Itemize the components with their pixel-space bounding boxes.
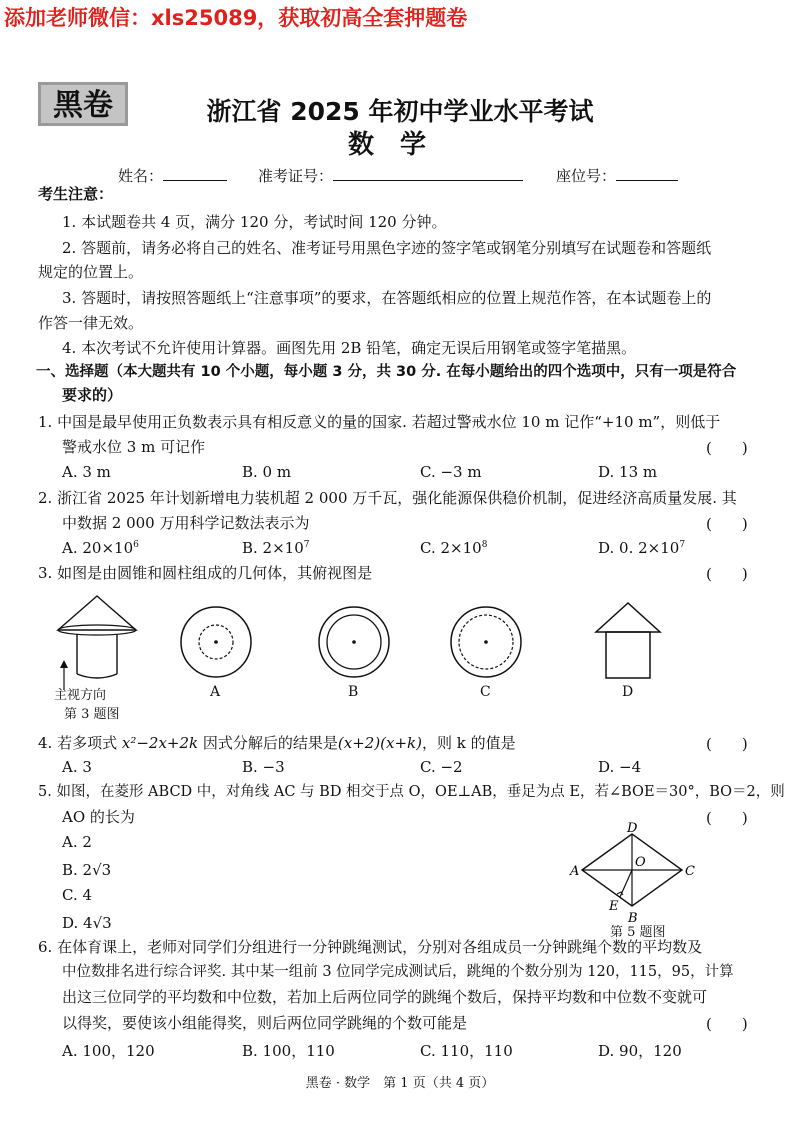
page-footer: 黑卷 · 数学 第 1 页（共 4 页） [305,1076,495,1091]
q2-stem-cont: 中数据 2 000 万用科学记数法表示为 [62,514,310,532]
q3-label-a: A [210,684,221,700]
q5-rhombus-figure [566,822,702,926]
notice-item: 作答一律无效。 [38,314,144,332]
q2-stem: 2. 浙江省 2025 年计划新增电力装机超 2 000 万千瓦，强化能源保供稳价机制，促进经济高质量发展. 其 [38,489,737,507]
q6-stem: 6. 在体育课上，老师对同学们分组进行一分钟跳绳测试，分别对各组成员一分钟跳绳个数的平均数及 [38,938,703,956]
q3-label-b: B [348,684,359,700]
q5-option-d: D. 4√3 [62,914,112,932]
q5-option-c: C. 4 [62,886,93,904]
q5-option-b: B. 2√3 [62,861,112,879]
view-arrow-head [60,660,68,668]
point-d-label: D [627,822,638,836]
q2-option-a-exp: 6 [133,540,139,550]
q4-prefix: 4. 若多项式 [38,734,122,752]
q5-stem: 5. 如图，在菱形 ABCD 中，对角线 AC 与 BD 相交于点 O，OE⊥AB，垂足为点 E，若∠BOE＝30°，BO＝2，则 [38,784,785,800]
q4-suffix: ，则 k 的值是 [422,734,516,752]
cylinder-bottom [77,674,117,678]
subject-title: 数学 [347,130,452,160]
seat-label: 座位号： [556,167,617,185]
q1-option-b: B. 0 m [242,463,292,481]
center-dot [352,640,356,644]
exam-id-field [258,165,523,186]
q3-option-a-figure [178,604,254,680]
q4-middle: 因式分解后的结果是 [198,734,338,752]
q3-answer-paren: ( ) [706,565,748,583]
q3-label-d: D [622,684,634,700]
q1-answer-paren: ( ) [706,439,748,457]
q6-option-c: C. 110，110 [420,1042,513,1060]
q6-option-b: B. 100，110 [242,1042,335,1060]
q3-stem: 3. 如图是由圆锥和圆柱组成的几何体，其俯视图是 [38,564,373,582]
q3-view-direction: 主视方向 [54,688,107,703]
name-field [118,165,227,186]
q1-stem-cont: 警戒水位 3 m 可记作 [62,438,206,456]
seat-blank [616,166,678,181]
q4-polynomial: x²−2x+2k [121,734,199,752]
q3-label-c: C [480,684,491,700]
notice-item: 规定的位置上。 [38,263,144,281]
notice-item: 1. 本试题卷共 4 页，满分 120 分，考试时间 120 分钟。 [62,213,447,231]
notice-heading: 考生注意： [38,185,114,203]
point-o-label: O [635,855,646,870]
q2-answer-paren: ( ) [706,515,748,533]
center-dot [484,640,488,644]
q6-answer-paren: ( ) [706,1015,748,1033]
q4-answer-paren: ( ) [706,735,748,753]
q1-option-c: C. −3 m [420,463,482,481]
q4-option-a: A. 3 [62,758,92,776]
q4-factored: (x+2)(x+k) [337,734,422,752]
q3-option-d-figure [592,600,664,682]
q2-option-c-exp: 8 [481,540,488,550]
q5-figure-caption: 第 5 题图 [610,925,666,940]
q5-stem-cont: AO 的长为 [62,808,135,826]
square-bottom [606,632,650,678]
logo-text: 黑卷 [53,88,113,123]
q2-option-b [242,539,310,557]
q6-stem-cont: 出这三位同学的平均数和中位数，若加上后两位同学的跳绳个数后，保持平均数和中位数不变就可 [62,988,708,1006]
q2-option-a-base: A. 20×10 [62,539,134,557]
q6-stem-cont: 以得奖，要使该小组能得奖，则后两位同学跳绳的个数可能是 [62,1014,468,1032]
q2-option-a [62,539,139,557]
point-c-label: C [685,864,695,879]
notice-item: 2. 答题前，请务必将自己的姓名、准考证号用黑色字迹的签字笔或钢笔分别填写在试题卷和答题纸 [62,239,712,257]
q1-stem: 1. 中国是最早使用正负数表示具有相反意义的量的国家. 若超过警戒水位 10 m 记作“+10 m”，则低于 [38,413,721,431]
q2-option-b-exp: 7 [303,540,310,550]
q4-option-d: D. −4 [598,758,642,776]
q4-option-b: B. −3 [242,758,285,776]
seat-field [556,165,678,186]
q6-stem-cont: 中位数排名进行综合评奖. 其中某一组前 3 位同学完成测试后，跳绳的个数分别为 120，115，95，计算 [62,964,734,980]
triangle-top [596,603,660,632]
name-blank [163,166,227,181]
q6-option-a: A. 100，120 [62,1042,155,1060]
section-heading: 一、选择题（本大题共有 10 个小题，每小题 3 分，共 30 分. 在每小题给出的四个选项中，只有一项是符合 [36,364,737,380]
q2-option-d-exp: 7 [679,540,686,550]
q2-option-c-base: C. 2×10 [420,539,482,557]
q2-option-c [420,539,487,557]
promo-banner: 添加老师微信：xls25089，获取初高全套押题卷 [4,6,468,30]
exam-title: 浙江省 2025 年初中学业水平考试 [206,97,594,126]
q5-option-a: A. 2 [62,833,92,851]
q2-option-d [598,539,685,557]
q1-option-d: D. 13 m [598,463,658,481]
center-dot [214,640,218,644]
notice-item: 4. 本次考试不允许使用计算器。画图先用 2B 铅笔，确定无误后用钢笔或签字笔描黑。 [62,339,637,357]
q5-answer-paren: ( ) [706,809,748,827]
q4-option-c: C. −2 [420,758,463,776]
q3-option-b-figure [316,604,392,680]
exam-id-blank [333,166,523,181]
q1-option-a: A. 3 m [62,463,111,481]
q4-stem [38,733,516,753]
point-a-label: A [570,864,580,879]
point-e-label: E [609,899,619,914]
q3-option-c-figure [448,604,524,680]
exam-id-label: 准考证号： [258,167,334,185]
notice-item: 3. 答题时，请按照答题纸上“注意事项”的要求，在答题纸相应的位置上规范作答，在本试题卷上的 [62,289,712,307]
point-b-label: B [628,911,638,926]
name-label: 姓名： [118,167,164,185]
section-heading-cont: 要求的） [62,386,123,404]
q3-figure-caption: 第 3 题图 [64,707,120,722]
q2-option-d-base: D. 0. 2×10 [598,539,680,557]
q2-option-b-base: B. 2×10 [242,539,304,557]
q6-option-d: D. 90，120 [598,1042,682,1060]
